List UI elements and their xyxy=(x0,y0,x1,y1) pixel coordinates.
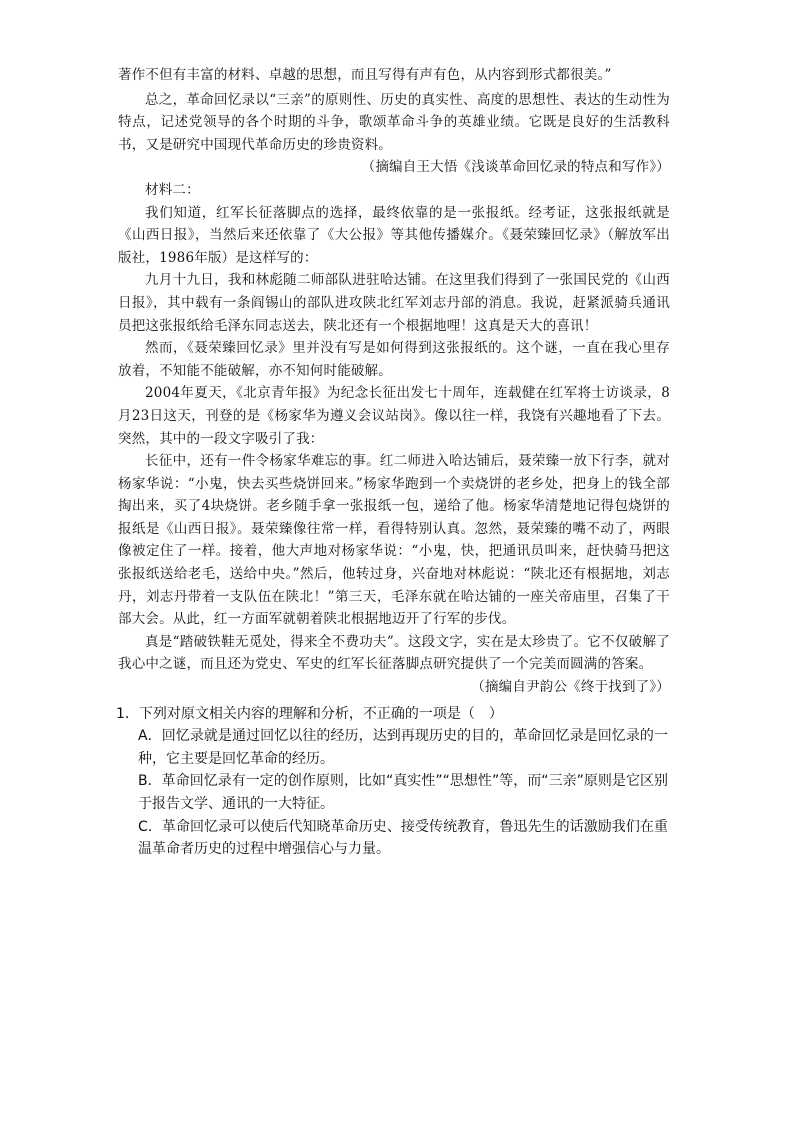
material-2-paragraph: 然而，《聂荣臻回忆录》里并没有写是如何得到这张报纸的。这个谜，一直在我心里存放着，不知能不能破解，亦不知何时能破解。 xyxy=(118,340,670,379)
paragraph-continuation: 著作不但有丰富的材料、卓越的思想，而且写得有声有色，从内容到形式都很美。” xyxy=(118,67,612,83)
option-a: A．回忆录就是通过回忆以往的经历，达到再现历史的目的，革命回忆录是回忆录的一种，它主要是回忆革命的经历。 xyxy=(138,728,668,767)
source-citation-2: （摘编自尹韵公《终于找到了》） xyxy=(471,679,670,696)
question-stem: 1．下列对原文相关内容的理解和分析，不正确的一项是（ ） xyxy=(116,705,503,722)
material-2-paragraph: 长征中，还有一件令杨家华难忘的事。红二师进入哈达铺后，聂荣臻一放下行李，就对杨家华说：“小鬼，快去买些烧饼回来。”杨家华跑到一个卖烧饼的老乡处，把身上的钱全部掏出来，买了4块烧饼。老乡随手拿一张报纸一包，递给了他。杨家华清楚地记得包烧饼的报纸是《山西日报》。聂荣臻像往常一样，看得特别认真。忽然，聂荣臻的嘴不动了，两眼像被定住了一样。接着，他大声地对杨家华说：“小鬼，快，把通讯员叫来，赶快骑马把这张报纸送给老毛，送给中央。”然后，他转过身，兴奋地对林彪说：“陕北还有根据地，刘志丹，刘志丹带着一支队伍在陕北！”第三天，毛泽东就在哈达铺的一座关帝庙里，召集了干部大会。从此，红一方面军就朝着陕北根据地迈开了行军的步伐。 xyxy=(118,453,670,628)
material-2-paragraph: 我们知道，红军长征落脚点的选择，最终依靠的是一张报纸。经考证，这张报纸就是《山西日报》，当然后来还依靠了《大公报》等其他传播媒介。《聂荣臻回忆录》（解放军出版社，1986年版）是这样写的： xyxy=(118,204,670,266)
material-2-label: 材料二： xyxy=(145,181,200,198)
material-2-paragraph: 九月十九日，我和林彪随二师部队进驻哈达铺。在这里我们得到了一张国民党的《山西日报》，其中载有一条阎锡山的部队进攻陕北红军刘志丹部的消息。我说，赶紧派骑兵通讯员把这张报纸给毛泽东同志送去，陕北还有一个根据地哩！这真是天大的喜讯！ xyxy=(118,272,670,334)
material-2-paragraph: 2004年夏天，《北京青年报》为纪念长征出发七十周年，连载健在红军将士访谈录，8月23日这天，刊登的是《杨家华为遵义会议站岗》。像以往一样，我饶有兴趣地看了下去。突然，其中的一段文字吸引了我： xyxy=(118,385,670,447)
material-2-paragraph: 真是“踏破铁鞋无觅处，得来全不费功夫”。这段文字，实在是太珍贵了。它不仅破解了我心中之谜，而且还为党史、军史的红军长征落脚点研究提供了一个完美而圆满的答案。 xyxy=(118,633,670,673)
source-citation-1: （摘编自王大悟《浅谈革命回忆录的特点和写作》） xyxy=(361,159,670,176)
paragraph-summary: 总之，革命回忆录以“三亲”的原则性、历史的真实性、高度的思想性、表达的生动性为特点，记述党领导的各个时期的斗争，歌颂革命斗争的英雄业绩。它既是良好的生活教科书，又是研究中国现代革命历史的珍贵资料。 xyxy=(118,91,670,153)
option-c: C．革命回忆录可以使后代知晓革命历史、接受传统教育，鲁迅先生的话激励我们在重温革命者历史的过程中增强信心与力量。 xyxy=(138,818,668,858)
option-b: B．革命回忆录有一定的创作原则，比如“真实性”“思想性”等，而“三亲”原则是它区别于报告文学、通讯的一大特征。 xyxy=(138,773,668,812)
document-page xyxy=(118,64,670,861)
